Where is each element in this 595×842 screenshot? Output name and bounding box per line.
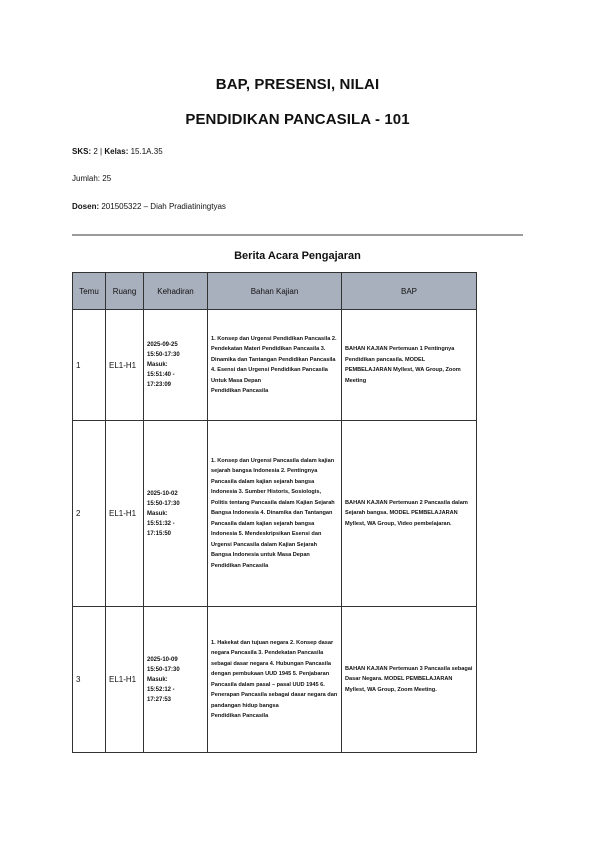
bap-text: BAHAN KAJIAN Pertemuan 1 Pentingnya Pendidikan pancasila. MODEL PEMBELAJARAN Myllest, WA Group, Zoom Meeting — [345, 346, 461, 384]
bahan-course: Pendidikan Pancasila — [211, 713, 269, 719]
sks-value: 2 — [93, 147, 98, 156]
document-title: BAP, PRESENSI, NILAI — [215, 76, 380, 93]
kehadiran-time: 15:50-17:30 — [147, 500, 180, 507]
kehadiran-masuk: Masuk: — [147, 510, 168, 517]
bap-table — [72, 272, 477, 753]
kehadiran-out: 17:27:53 — [147, 696, 172, 703]
kehadiran-time: 15:50-17:30 — [147, 666, 180, 673]
table-row — [73, 607, 477, 753]
jumlah-line — [72, 174, 111, 184]
cell-temu: 3 — [73, 607, 106, 753]
bap-text: BAHAN KAJIAN Pertemuan 2 Pancasila dalam Sejarah bangsa. MODEL PEMBELAJARAN Myllest, WA Group, Video pembelajaran. — [345, 499, 468, 527]
bap-text: BAHAN KAJIAN Pertemuan 3 Pancasila sebagai Dasar Negara. MODEL PEMBELAJARAN Myllest, WA Group, Zoom Meeting. — [345, 665, 473, 693]
sks-kelas-line — [72, 147, 163, 157]
dosen-line — [72, 202, 226, 212]
kehadiran-date: 2025-09-25 — [147, 342, 178, 348]
kehadiran-date: 2025-10-02 — [147, 490, 178, 497]
course-title: PENDIDIKAN PANCASILA - 101 — [185, 111, 410, 128]
cell-ruang: EL1-H1 — [106, 607, 144, 753]
dosen-value: 201505322 – Diah Pradiatiningtyas — [101, 202, 226, 211]
bahan-course: Pendidikan Pancasila — [211, 388, 269, 394]
bahan-text: 1. Hakekat dan tujuan negara 2. Konsep dasar negara Pancasila 3. Pendekatan Pancasila sebagai dasar negara 4. Hubungan Pancasila dengan pembukaan UUD 1945 5. Penjabaran Pancasila dalam pasal – pasal UUD 1945 6. Penerapan Pancasila sebagai dasar negara dan pandangan hidup bangsa — [211, 639, 338, 709]
kehadiran-in: 15:51:40 - — [147, 372, 175, 378]
cell-ruang: EL1-H1 — [106, 310, 144, 421]
cell-temu: 1 — [73, 310, 106, 421]
cell-temu: 2 — [73, 421, 106, 607]
jumlah-value: 25 — [102, 174, 112, 183]
kehadiran-in: 15:52:12 - — [147, 686, 175, 693]
bahan-text: 1. Konsep dan Urgensi Pendidikan Pancasila 2. Pendekatan Materi Pendidikan Pancasila 3. Dinamika dan Tantangan Pendidikan Pancasila 4. Esensi dan Urgensi Pendidikan Pancasila Untuk Masa Depan — [211, 335, 337, 384]
kehadiran-out: 17:15:50 — [147, 530, 172, 537]
cell-kehadiran — [144, 310, 208, 421]
header-bahan-kajian: Bahan Kajian — [208, 273, 342, 310]
table-header-row — [73, 273, 477, 310]
header-kehadiran: Kehadiran — [144, 273, 208, 310]
kelas-label: Kelas: — [104, 147, 129, 156]
bahan-text: 1. Konsep dan Urgensi Pancasila dalam kajian sejarah bangsa Indonesia 2. Pentingnya Pancasila dalam kajian sejarah bangsa Indonesia 3. Sumber Historis, Sosiologis, Politis tentang Pancasila dalam Kajian Sejarah Bangsa Indonesia 4. Dinamika dan Tantangan Pancasila dalam kajian sejarah bangsa Indonesia 5. Mendeskripsikan Esensi dan Urgensi Pancasila dalam Kajian Sejarah Bangsa Indonesia untuk Masa Depan — [211, 457, 335, 559]
section-title: Berita Acara Pengajaran — [234, 250, 361, 262]
kehadiran-time: 15:50-17:30 — [147, 352, 180, 358]
sks-label: SKS: — [72, 147, 92, 156]
table-row — [73, 310, 477, 421]
cell-ruang: EL1-H1 — [106, 421, 144, 607]
cell-bahan-kajian — [208, 607, 342, 753]
kehadiran-masuk: Masuk: — [147, 676, 168, 683]
cell-bap — [342, 421, 477, 607]
cell-bahan-kajian — [208, 421, 342, 607]
cell-kehadiran — [144, 607, 208, 753]
divider — [72, 234, 523, 236]
kehadiran-in: 15:51:32 - — [147, 520, 175, 527]
kehadiran-out: 17:23:09 — [147, 382, 172, 388]
kehadiran-date: 2025-10-09 — [147, 656, 178, 663]
cell-bahan-kajian — [208, 310, 342, 421]
kelas-value: 15.1A.35 — [130, 147, 163, 156]
cell-bap — [342, 310, 477, 421]
separator: | — [100, 147, 103, 156]
cell-kehadiran — [144, 421, 208, 607]
header-temu: Temu — [73, 273, 106, 310]
kehadiran-masuk: Masuk: — [147, 362, 168, 368]
header-ruang: Ruang — [106, 273, 144, 310]
table-row — [73, 421, 477, 607]
dosen-label: Dosen: — [72, 202, 100, 211]
jumlah-label: Jumlah: — [72, 174, 101, 183]
cell-bap — [342, 607, 477, 753]
bahan-course: Pendidikan Pancasila — [211, 562, 269, 569]
header-bap: BAP — [342, 273, 477, 310]
